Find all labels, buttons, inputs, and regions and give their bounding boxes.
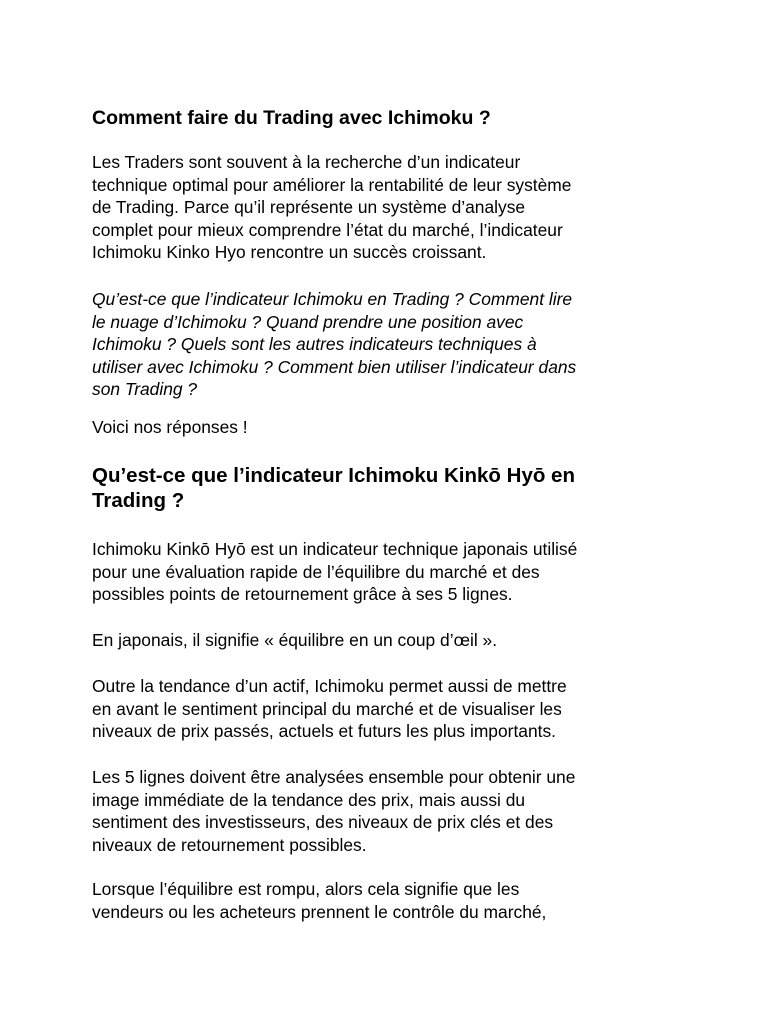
section-heading [92,463,692,513]
questions-line: Qu’est-ce que l’indicateur Ichimoku en Trading ? Comment lire [92,289,573,309]
section-heading-line: Trading ? [92,489,185,512]
paragraph-definition [92,538,692,606]
intro-paragraph [92,151,692,264]
paragraph-line: niveaux de prix passés, actuels et futurs les plus importants. [92,721,556,742]
section-heading-line: Qu’est-ce que l’indicateur Ichimoku Kinkō Hyō en [92,464,575,487]
questions-paragraph [92,288,692,401]
intro-line: technique optimal pour améliorer la rentabilité de leur système [92,174,572,195]
paragraph-line: Les 5 lignes doivent être analysées ensemble pour obtenir une [92,767,576,787]
paragraph-line: image immédiate de la tendance des prix, mais aussi du [92,789,526,810]
paragraph-line: sentiment des investisseurs, des niveaux de prix clés et des [92,812,554,833]
paragraph-line: pour une évaluation rapide de l’équilibre du marché et des [92,561,540,582]
paragraph-line: niveaux de retournement possibles. [92,834,367,855]
questions-line: Ichimoku ? Quels sont les autres indicateurs techniques à [92,334,537,355]
paragraph-line: en avant le sentiment principal du marché et de visualiser les [92,698,562,719]
paragraph-line: Outre la tendance d’un actif, Ichimoku permet aussi de mettre [92,676,567,696]
paragraph-five-lines [92,766,692,856]
paragraph-meaning: En japonais, il signifie « équilibre en un coup d’œil ». [92,630,498,650]
paragraph-line: Ichimoku Kinkō Hyō est un indicateur technique japonais utilisé [92,539,578,559]
questions-line: utiliser avec Ichimoku ? Comment bien utiliser l’indicateur dans [92,356,577,377]
main-heading: Comment faire du Trading avec Ichimoku ? [92,107,491,129]
questions-line: son Trading ? [92,379,198,400]
answers-intro: Voici nos réponses ! [92,417,248,437]
paragraph-equilibrium [92,878,692,923]
intro-line: Ichimoku Kinko Hyo rencontre un succès croissant. [92,242,487,263]
intro-line: de Trading. Parce qu’il représente un système d’analyse [92,197,526,218]
paragraph-line: possibles points de retournement grâce à ses 5 lignes. [92,584,513,605]
paragraph-trend [92,675,692,743]
questions-line: le nuage d’Ichimoku ? Quand prendre une position avec [92,311,524,332]
paragraph-line: vendeurs ou les acheteurs prennent le contrôle du marché, [92,901,547,922]
intro-line: complet pour mieux comprendre l’état du marché, l’indicateur [92,219,563,240]
paragraph-line: Lorsque l’équilibre est rompu, alors cela signifie que les [92,879,520,899]
intro-line: Les Traders sont souvent à la recherche d’un indicateur [92,152,521,172]
